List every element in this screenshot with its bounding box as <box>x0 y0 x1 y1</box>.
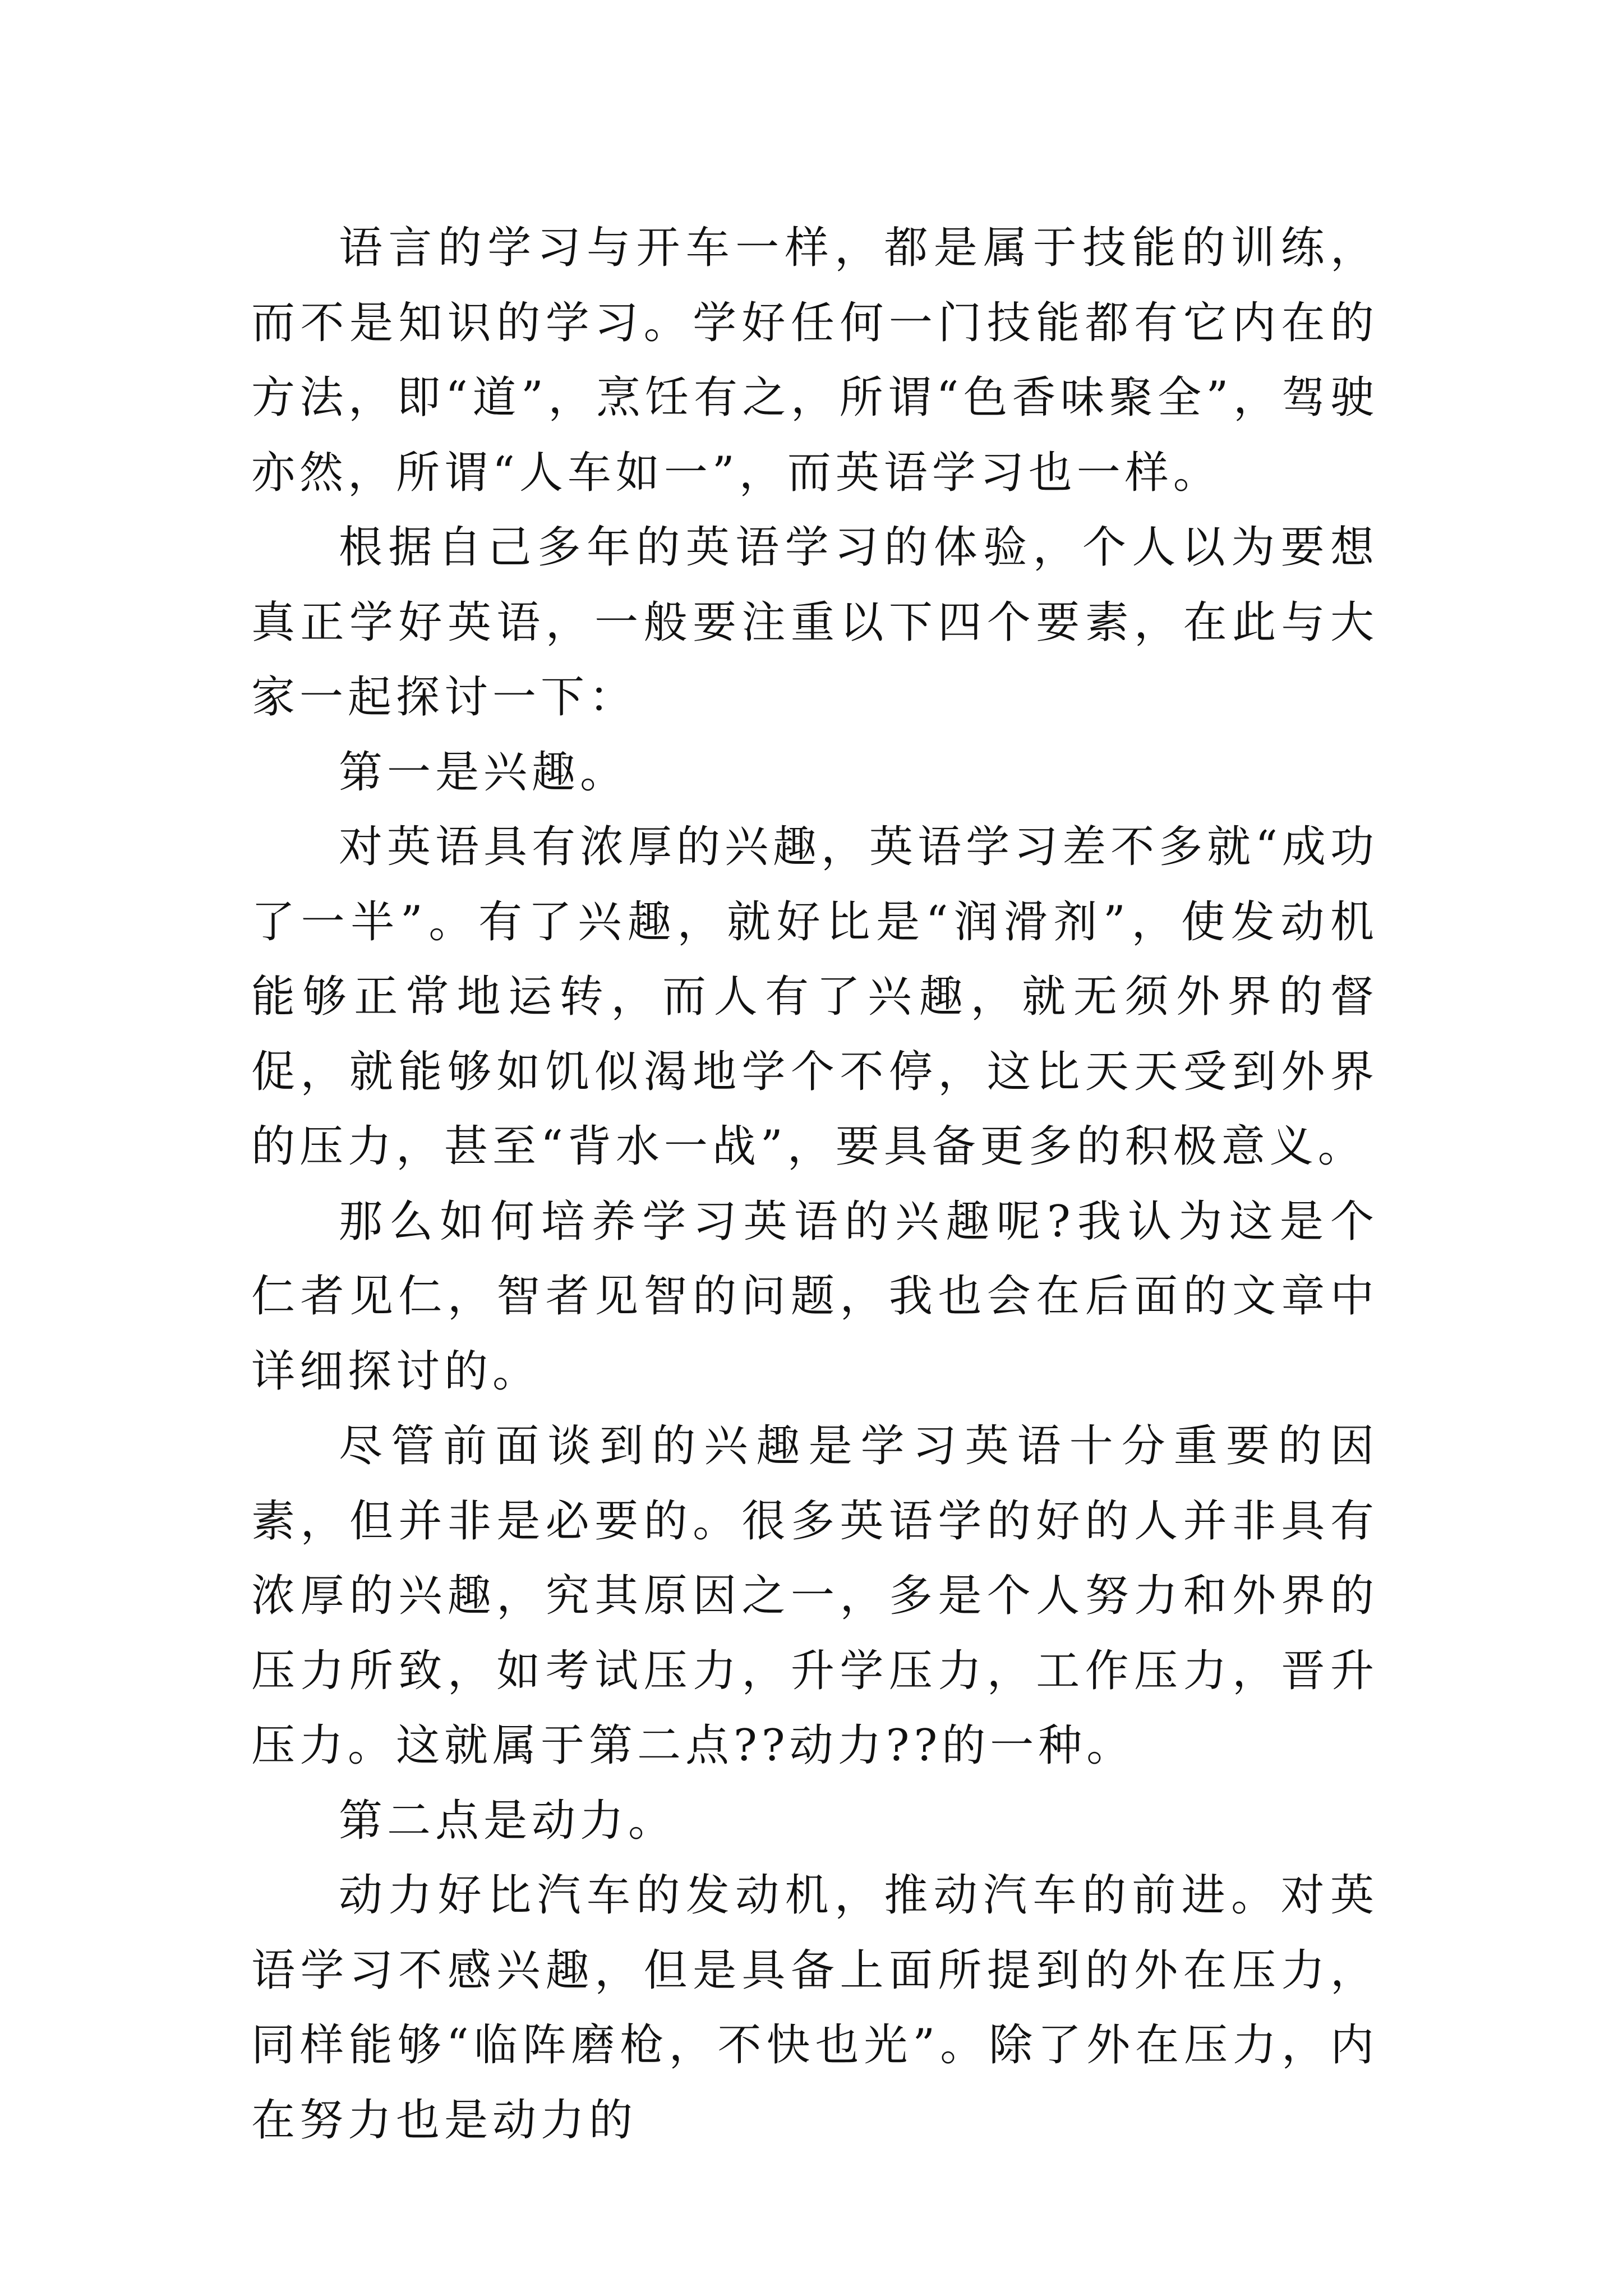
paragraph-8: 动力好比汽车的发动机，推动汽车的前进。对英语学习不感兴趣，但是具备上面所提到的外在压力，同样能够“临阵磨枪，不快也光”。除了外在压力，内在努力也是动力的 <box>251 1870 1378 2146</box>
paragraph-5: 那么如何培养学习英语的兴趣呢?我认为这是个仁者见仁，智者见智的问题，我也会在后面的文章中详细探讨的。 <box>251 1196 1378 1397</box>
paragraph-3: 第一是兴趣。 <box>339 747 629 798</box>
paragraph-7: 第二点是动力。 <box>339 1795 677 1846</box>
paragraph-4: 对英语具有浓厚的兴趣，英语学习差不多就“成功了一半”。有了兴趣，就好比是“润滑剂”，使发动机能够正常地运转，而人有了兴趣，就无须外界的督促，就能够如饥似渴地学个不停，这比天天受到外界的压力，甚至“背水一战”，要具备更多的积极意义。 <box>251 822 1378 1172</box>
paragraph-2: 根据自己多年的英语学习的体验，个人以为要想真正学好英语，一般要注重以下四个要素，在此与大家一起探讨一下： <box>251 522 1378 723</box>
document-body <box>251 211 1378 2158</box>
paragraph-1: 语言的学习与开车一样，都是属于技能的训练，而不是知识的学习。学好任何一门技能都有它内在的方法，即“道”，烹饪有之，所谓“色香味聚全”，驾驶亦然，所谓“人车如一”，而英语学习也一样。 <box>251 223 1378 498</box>
paragraph-6: 尽管前面谈到的兴趣是学习英语十分重要的因素，但并非是必要的。很多英语学的好的人并非具有浓厚的兴趣，究其原因之一，多是个人努力和外界的压力所致，如考试压力，升学压力，工作压力，晋升压力。这就属于第二点??动力??的一种。 <box>251 1421 1378 1771</box>
